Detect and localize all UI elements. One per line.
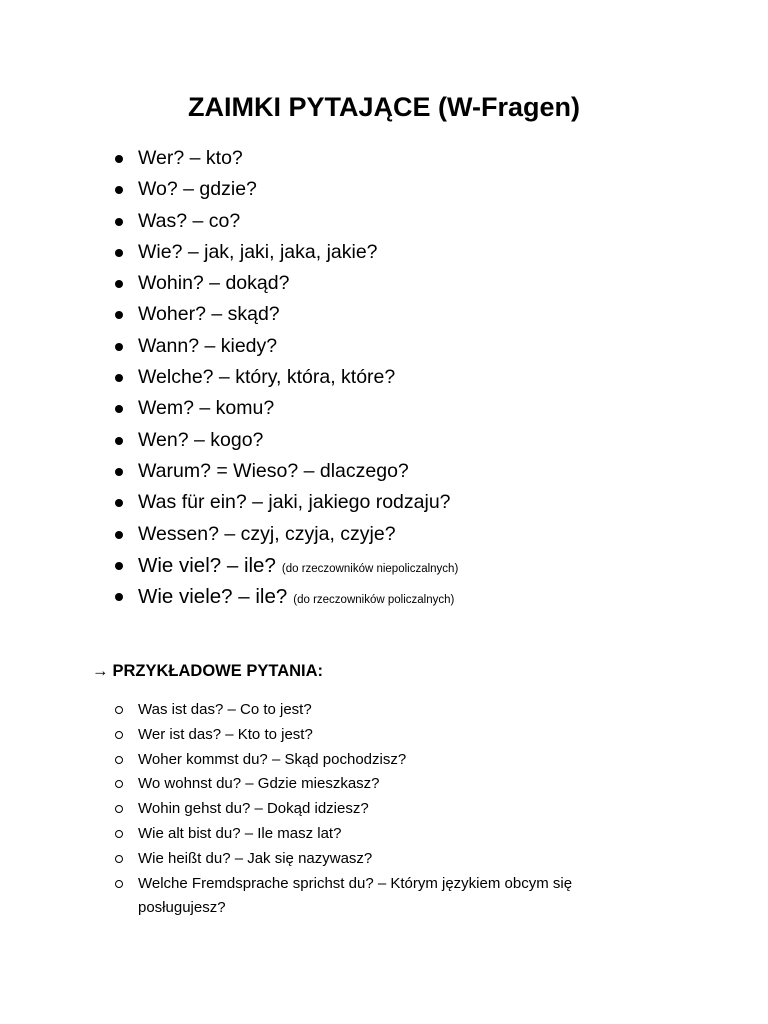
pronoun-note: (do rzeczowników policzalnych) [293, 594, 455, 607]
pronoun-text: Wohin? – dokąd? [138, 272, 290, 295]
example-text: Woher kommst du? – Skąd pochodzisz? [138, 750, 407, 768]
page-title: ZAIMKI PYTAJĄCE (W-Fragen) [188, 92, 580, 122]
list-item [112, 393, 458, 424]
list-item [112, 456, 458, 487]
pronoun-text: Woher? – skąd? [138, 303, 280, 326]
list-item [112, 822, 572, 847]
pronoun-text: Wen? – kogo? [138, 428, 264, 451]
bullet-icon [115, 311, 123, 319]
example-text: Wo wohnst du? – Gdzie mieszkasz? [138, 775, 380, 793]
bullet-icon [115, 218, 123, 226]
pronoun-list [112, 143, 458, 612]
list-item [112, 362, 458, 393]
bullet-icon [115, 249, 123, 257]
circle-bullet-icon [115, 805, 123, 813]
bullet-icon [115, 405, 123, 413]
pronoun-text: Wo? – gdzie? [138, 178, 257, 201]
example-text: Welche Fremdsprache sprichst du? – Którym językiem obcym się [138, 874, 573, 892]
circle-bullet-icon [115, 855, 123, 863]
list-item [112, 748, 572, 773]
bullet-icon [115, 280, 123, 288]
bullet-icon [115, 562, 123, 570]
bullet-icon [115, 437, 123, 445]
bullet-icon [115, 155, 123, 163]
pronoun-text: Wem? – komu? [138, 397, 275, 420]
list-item [112, 237, 458, 268]
pronoun-text: Was? – co? [138, 209, 241, 232]
pronoun-text: Wann? – kiedy? [138, 334, 278, 357]
list-item [112, 550, 458, 581]
example-text-continuation: posługujesz? [138, 899, 226, 917]
bullet-icon [115, 531, 123, 539]
circle-bullet-icon [115, 830, 123, 838]
example-text: Wie alt bist du? – Ile masz lat? [138, 824, 342, 842]
arrow-right-icon: → [92, 662, 109, 680]
list-item [112, 519, 458, 550]
example-text: Wer ist das? – Kto to jest? [138, 725, 313, 743]
examples-heading-label: PRZYKŁADOWE PYTANIA: [112, 662, 324, 680]
list-item [112, 723, 572, 748]
pronoun-text: Wie viele? – ile? [138, 585, 288, 609]
list-item [112, 847, 572, 872]
list-item [112, 797, 572, 822]
bullet-icon [115, 186, 123, 194]
list-item [112, 581, 458, 612]
list-item [112, 872, 572, 922]
list-item [112, 331, 458, 362]
circle-bullet-icon [115, 731, 123, 739]
pronoun-note: (do rzeczowników niepoliczalnych) [281, 562, 459, 575]
list-item [112, 268, 458, 299]
list-item [112, 174, 458, 205]
example-text: Wohin gehst du? – Dokąd idziesz? [138, 800, 369, 818]
example-text: Was ist das? – Co to jest? [138, 701, 312, 718]
list-item [112, 206, 458, 237]
pronoun-text: Wie? – jak, jaki, jaka, jakie? [138, 240, 378, 263]
bullet-icon [115, 593, 123, 601]
example-text: Wie heißt du? – Jak się nazywasz? [138, 849, 373, 867]
list-item [112, 772, 572, 797]
bullet-icon [115, 499, 123, 507]
list-item [112, 487, 458, 518]
pronoun-text: Wie viel? – ile? [138, 553, 276, 577]
bullet-icon [115, 374, 123, 382]
list-item [112, 425, 458, 456]
pronoun-text: Wessen? – czyj, czyja, czyje? [138, 522, 396, 545]
circle-bullet-icon [115, 756, 123, 764]
list-item [112, 143, 458, 174]
circle-bullet-icon [115, 880, 123, 888]
examples-heading [92, 658, 323, 684]
pronoun-text: Warum? = Wieso? – dlaczego? [138, 459, 409, 482]
circle-bullet-icon [115, 706, 123, 714]
pronoun-text: Wer? – kto? [138, 147, 243, 169]
pronoun-text: Was für ein? – jaki, jakiego rodzaju? [138, 491, 451, 514]
list-item [112, 299, 458, 330]
list-item [112, 698, 572, 723]
bullet-icon [115, 343, 123, 351]
circle-bullet-icon [115, 780, 123, 788]
bullet-icon [115, 468, 123, 476]
example-list [112, 698, 572, 921]
pronoun-text: Welche? – który, która, które? [138, 366, 396, 389]
